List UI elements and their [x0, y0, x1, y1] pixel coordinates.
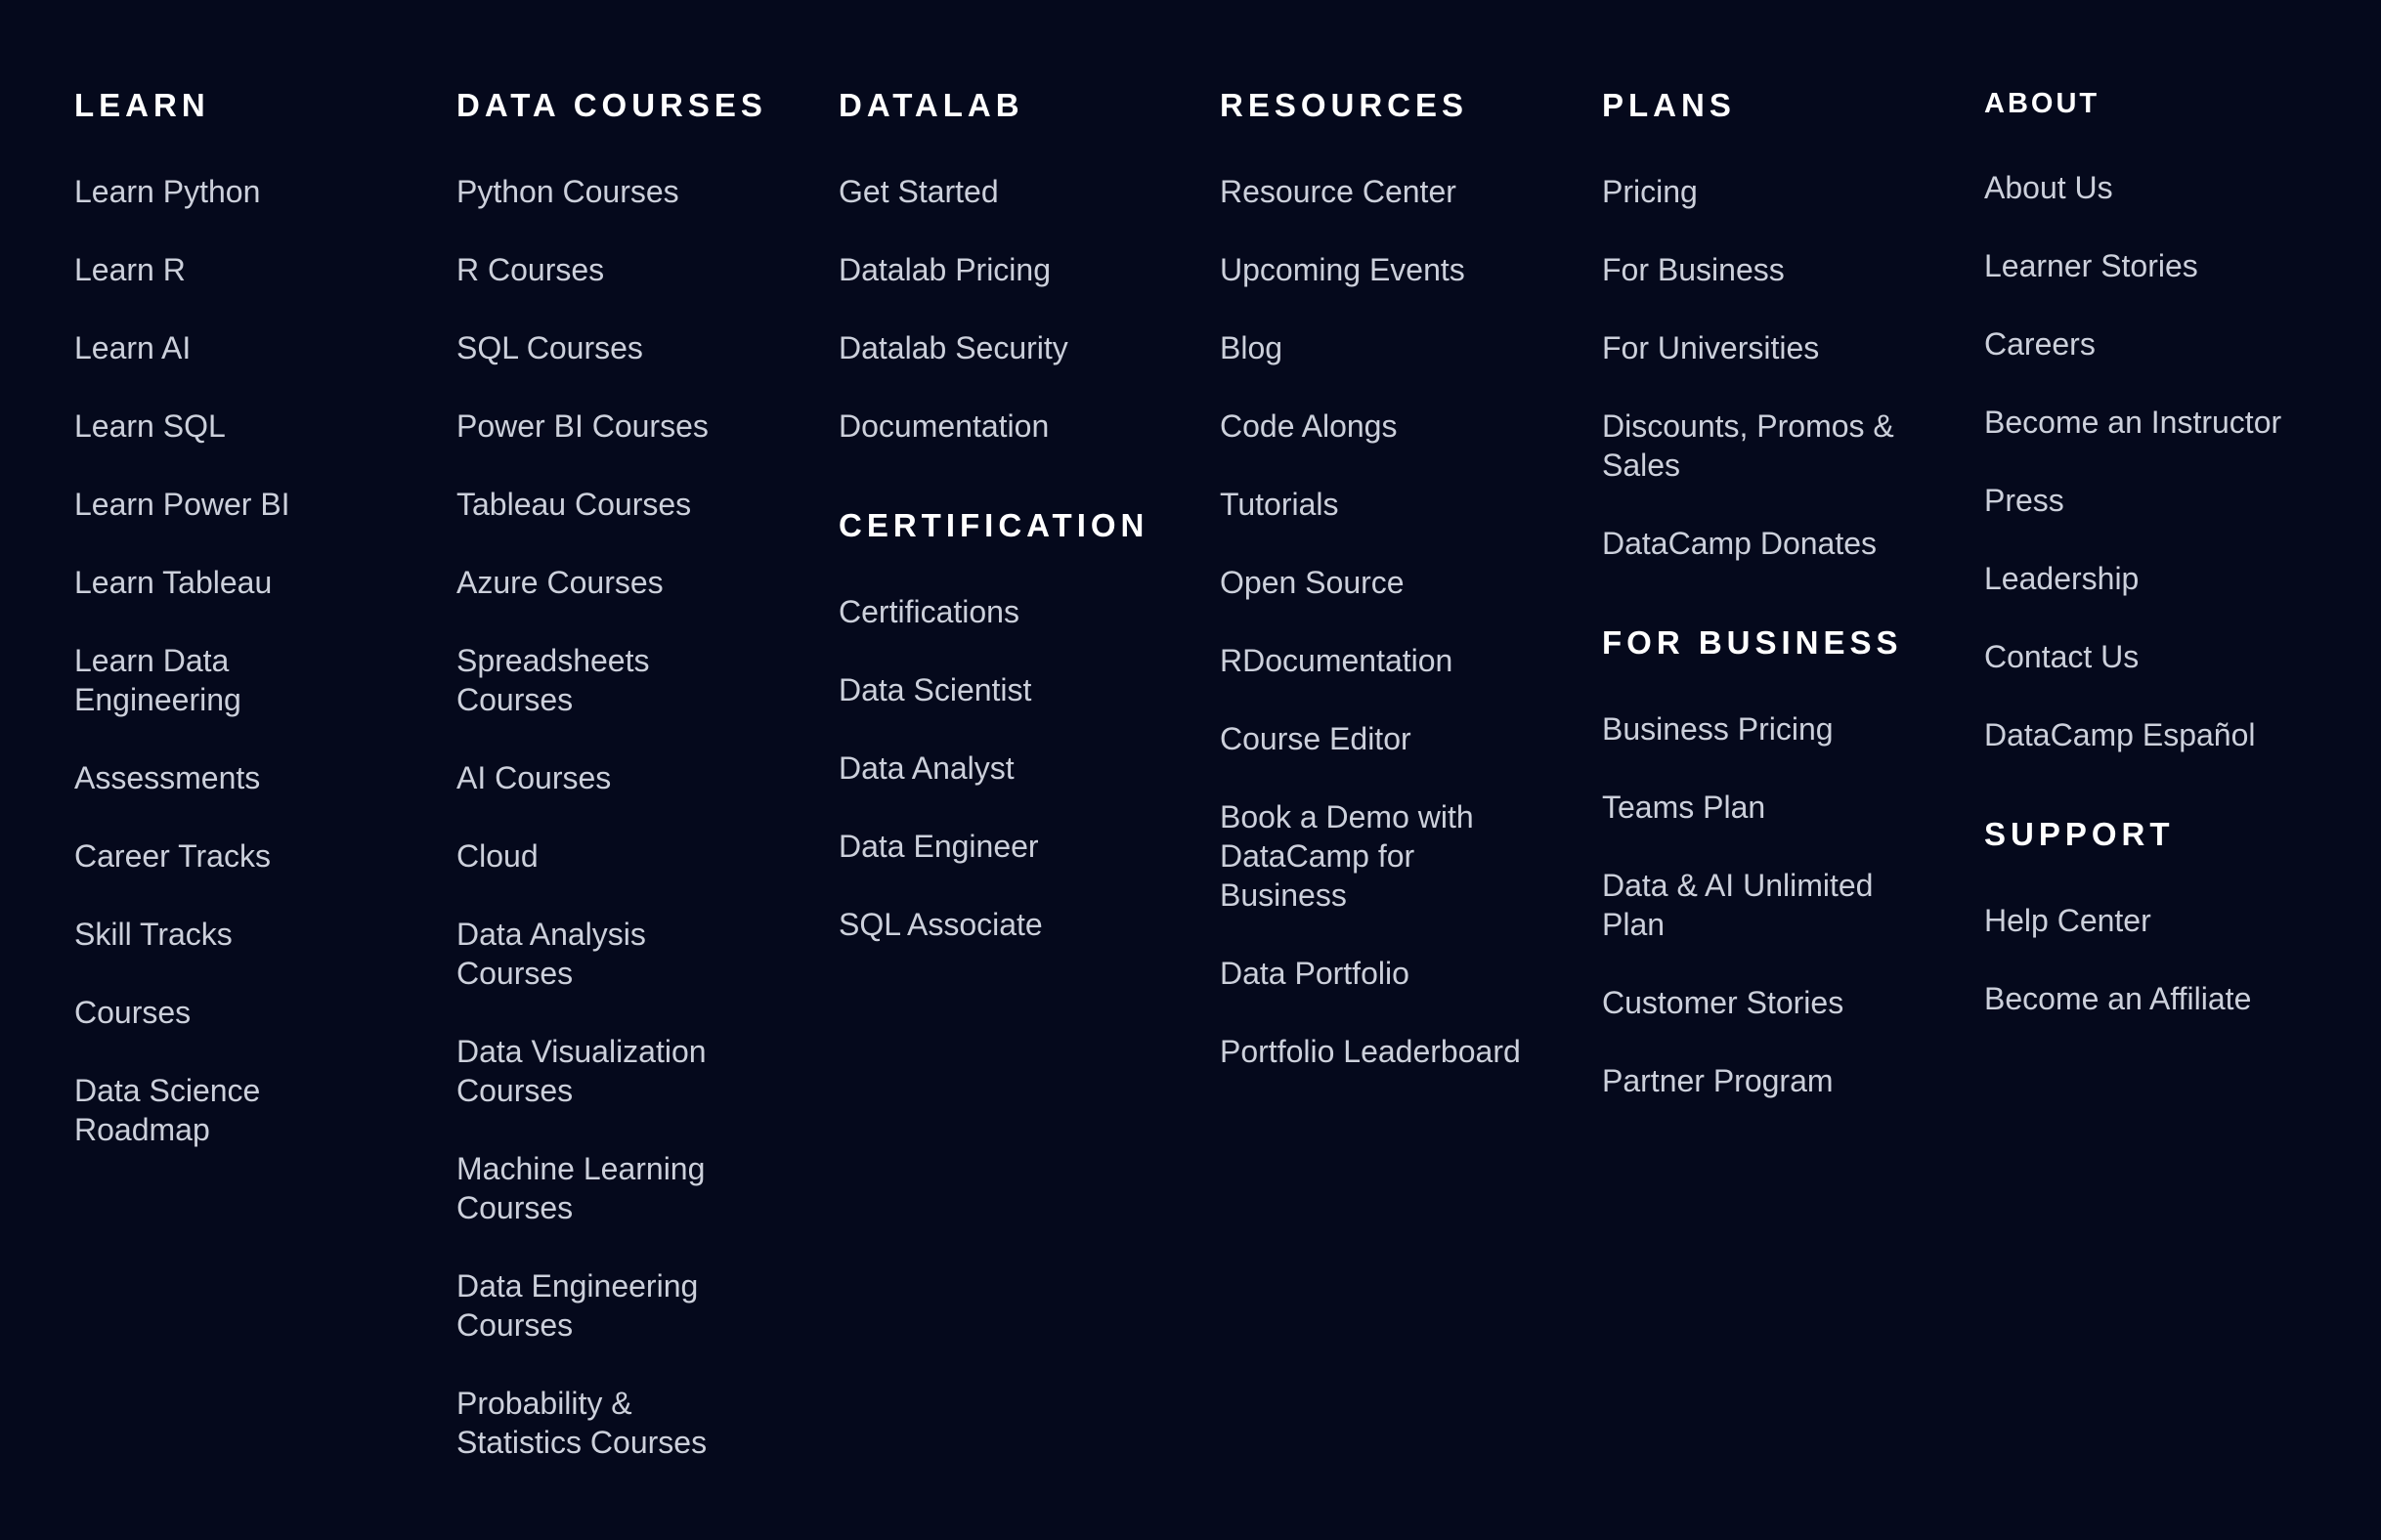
footer-link[interactable]: Learn SQL: [74, 408, 226, 444]
footer-link[interactable]: Help Center: [1984, 903, 2151, 938]
footer-link[interactable]: Pricing: [1602, 174, 1698, 209]
footer-link[interactable]: Get Started: [839, 174, 999, 209]
footer-link[interactable]: Data Scientist: [839, 672, 1032, 707]
footer-link[interactable]: Blog: [1220, 330, 1283, 365]
footer-link[interactable]: Probability & Statistics Courses: [456, 1386, 708, 1460]
footer-link[interactable]: Careers: [1984, 326, 2096, 362]
footer-link[interactable]: Tableau Courses: [456, 487, 692, 522]
footer-link[interactable]: SQL Courses: [456, 330, 643, 365]
footer-link[interactable]: RDocumentation: [1220, 643, 1453, 678]
footer-link[interactable]: Book a Demo with DataCamp for Business: [1220, 799, 1474, 913]
footer-link[interactable]: Power BI Courses: [456, 408, 709, 444]
footer-link[interactable]: Data Analyst: [839, 750, 1015, 786]
footer-link[interactable]: Business Pricing: [1602, 711, 1834, 747]
footer-link[interactable]: Data Visualization Courses: [456, 1034, 707, 1108]
footer-link[interactable]: Skill Tracks: [74, 917, 233, 952]
footer-link[interactable]: Learn AI: [74, 330, 192, 365]
section-heading-plans: PLANS: [1602, 87, 1736, 123]
footer-link[interactable]: For Business: [1602, 252, 1785, 287]
footer-link[interactable]: Press: [1984, 483, 2064, 518]
section-heading-certification: CERTIFICATION: [839, 507, 1149, 543]
footer-link[interactable]: Resource Center: [1220, 174, 1456, 209]
footer-link[interactable]: Code Alongs: [1220, 408, 1398, 444]
footer-link[interactable]: Learn Power BI: [74, 487, 290, 522]
section-heading-for-business: FOR BUSINESS: [1602, 624, 1903, 661]
footer-link[interactable]: Data & AI Unlimited Plan: [1602, 868, 1874, 942]
footer-link[interactable]: Data Engineer: [839, 829, 1039, 864]
footer-link[interactable]: Learn Data Engineering: [74, 643, 241, 717]
section-heading-learn: LEARN: [74, 87, 210, 123]
footer-link[interactable]: SQL Associate: [839, 907, 1043, 942]
section-heading-about: ABOUT: [1984, 88, 2100, 119]
footer-link[interactable]: Datalab Pricing: [839, 252, 1051, 287]
footer-link[interactable]: Python Courses: [456, 174, 679, 209]
footer-link[interactable]: Spreadsheets Courses: [456, 643, 650, 717]
footer-link[interactable]: Tutorials: [1220, 487, 1339, 522]
footer-link[interactable]: R Courses: [456, 252, 605, 287]
footer-link[interactable]: Data Portfolio: [1220, 956, 1409, 991]
footer-link[interactable]: Cloud: [456, 838, 539, 874]
footer-link[interactable]: DataCamp Donates: [1602, 526, 1878, 561]
footer-link[interactable]: Learner Stories: [1984, 248, 2198, 283]
footer-link[interactable]: Data Analysis Courses: [456, 917, 646, 991]
footer-link[interactable]: Learn Tableau: [74, 565, 273, 600]
footer-link[interactable]: Data Science Roadmap: [74, 1073, 261, 1147]
footer-link[interactable]: Partner Program: [1602, 1063, 1834, 1098]
section-heading-data-courses: DATA COURSES: [456, 87, 767, 123]
footer-link[interactable]: Courses: [74, 995, 192, 1030]
section-heading-support: SUPPORT: [1984, 816, 2175, 852]
section-heading-resources: RESOURCES: [1220, 87, 1469, 123]
footer-link[interactable]: Learn Python: [74, 174, 261, 209]
footer-link[interactable]: Data Engineering Courses: [456, 1268, 699, 1343]
footer-link[interactable]: Documentation: [839, 408, 1050, 444]
footer-link[interactable]: Certifications: [839, 594, 1019, 629]
footer-link[interactable]: Contact Us: [1984, 639, 2140, 674]
footer-link[interactable]: Leadership: [1984, 561, 2140, 596]
footer-link[interactable]: Become an Instructor: [1984, 405, 2282, 440]
footer-link[interactable]: For Universities: [1602, 330, 1820, 365]
footer-link[interactable]: Course Editor: [1220, 721, 1411, 756]
footer-link[interactable]: Customer Stories: [1602, 985, 1844, 1020]
footer-link[interactable]: Become an Affiliate: [1984, 981, 2252, 1016]
footer-link[interactable]: DataCamp Español: [1984, 717, 2256, 752]
footer-link[interactable]: Portfolio Leaderboard: [1220, 1034, 1521, 1069]
footer-link[interactable]: AI Courses: [456, 760, 612, 795]
footer-link[interactable]: Upcoming Events: [1220, 252, 1465, 287]
footer-link[interactable]: Machine Learning Courses: [456, 1151, 706, 1225]
footer-link[interactable]: Discounts, Promos & Sales: [1602, 408, 1894, 483]
footer-link[interactable]: About Us: [1984, 170, 2113, 205]
footer-link[interactable]: Assessments: [74, 760, 261, 795]
footer-link[interactable]: Datalab Security: [839, 330, 1068, 365]
section-heading-datalab: DATALAB: [839, 87, 1024, 123]
footer-link[interactable]: Learn R: [74, 252, 186, 287]
footer-link[interactable]: Career Tracks: [74, 838, 271, 874]
footer-link[interactable]: Azure Courses: [456, 565, 664, 600]
footer-link[interactable]: Teams Plan: [1602, 790, 1766, 825]
footer-link[interactable]: Open Source: [1220, 565, 1405, 600]
